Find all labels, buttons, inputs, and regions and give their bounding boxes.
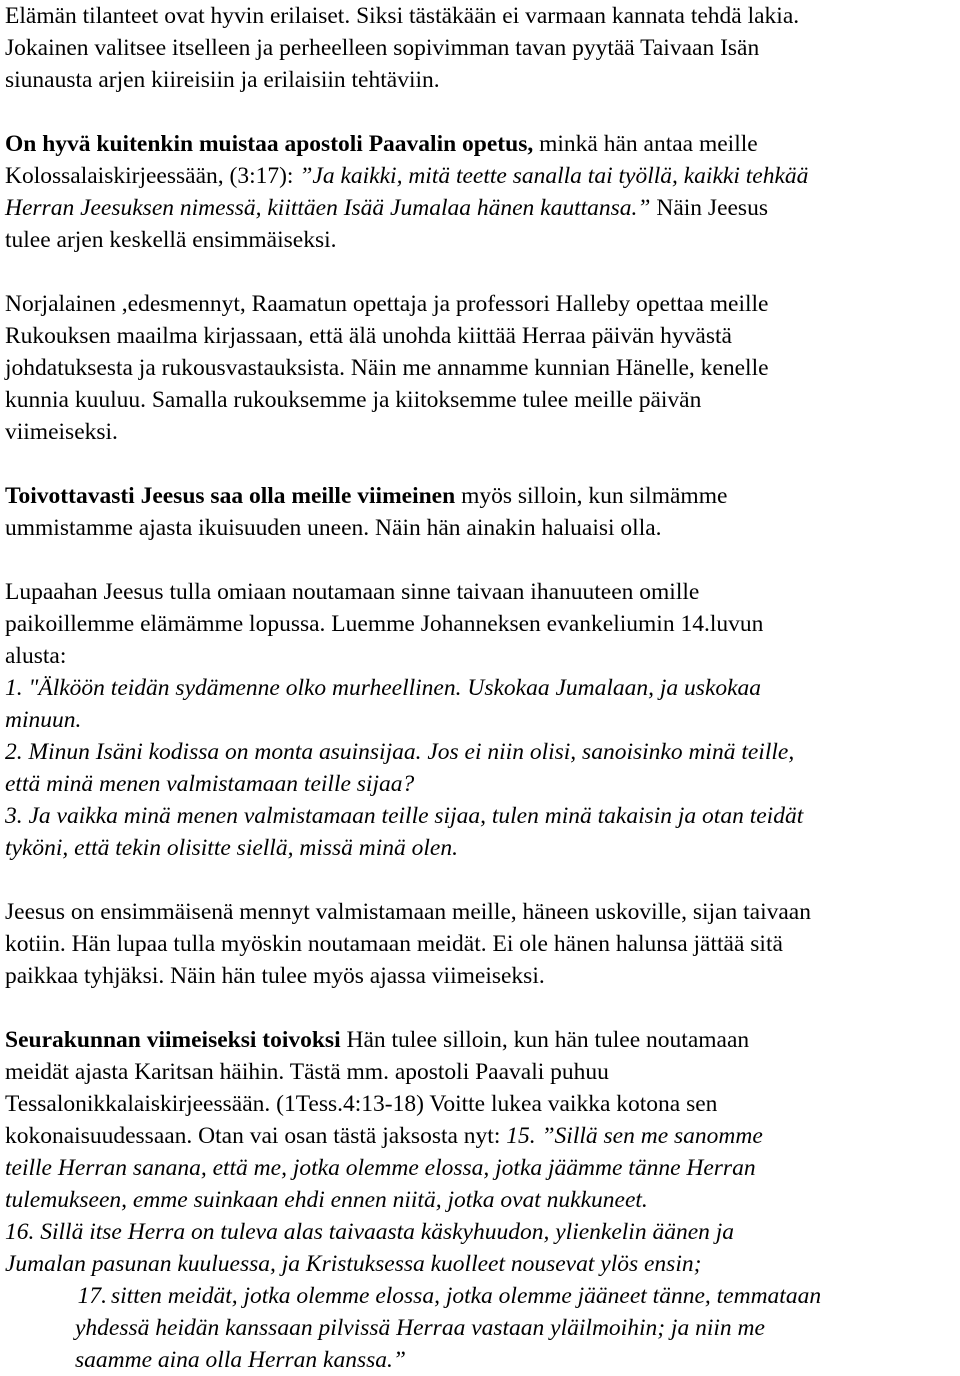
scripture-verse: tyköni, että tekin olisitte siellä, missä minä olen.	[5, 835, 458, 861]
scripture-verse: 1. "Älköön teidän sydämenne olko murheellinen. Uskokaa Jumalaan, ja uskokaa	[5, 675, 762, 701]
text-line: Lupaahan Jeesus tulla omiaan noutamaan sinne taivaan ihanuuteen omille	[5, 579, 700, 605]
scripture-verse: tulemukseen, emme suinkaan ehdi ennen niitä, jotka ovat nukkuneet.	[5, 1187, 648, 1213]
text-line: Norjalainen ,edesmennyt, Raamatun opettaja ja professori Halleby opettaa meille	[5, 291, 769, 317]
text-line: paikkaa tyhjäksi. Näin hän tulee myös ajassa viimeiseksi.	[5, 963, 545, 989]
bold-heading-text: On hyvä kuitenkin muistaa apostoli Paavalin opetus,	[5, 131, 534, 157]
paragraph-paavali	[5, 128, 956, 256]
text-line: Seurakunnan viimeiseksi toivoksi Hän tulee silloin, kun hän tulee noutamaan	[5, 1027, 750, 1053]
scripture-verse: teille Herran sanana, että me, jotka olemme elossa, jotka jäämme tänne Herran	[5, 1155, 756, 1181]
text-line: ummistamme ajasta ikuisuuden uneen. Näin hän ainakin haluaisi olla.	[5, 515, 662, 541]
scripture-verse: minuun.	[5, 707, 82, 733]
scripture-verse: 3. Ja vaikka minä menen valmistamaan teille sijaa, tulen minä takaisin ja otan teidät	[5, 803, 804, 829]
scripture-verse: 15. ”Sillä sen me sanomme	[506, 1123, 763, 1149]
scripture-verse: Jumalan pasunan kuuluessa, ja Kristuksessa kuolleet nousevat ylös ensin;	[5, 1251, 702, 1277]
text-line: meidät ajasta Karitsan häihin. Tästä mm. apostoli Paavali puhuu	[5, 1059, 609, 1085]
verse-number: 17.	[77, 1283, 107, 1309]
scripture-verse: että minä menen valmistamaan teille sijaa?	[5, 771, 415, 797]
scripture-verse: 2. Minun Isäni kodissa on monta asuinsijaa. Jos ei niin olisi, sanoisinko minä teille,	[5, 739, 795, 765]
paragraph-johannes	[5, 576, 956, 864]
scripture-verse: 16. Sillä itse Herra on tuleva alas taivaasta käskyhuudon, ylienkelin äänen ja	[5, 1219, 735, 1245]
text-line: viimeiseksi.	[5, 419, 118, 445]
paragraph-taivaan-koti	[5, 896, 956, 992]
text-line: tulee arjen keskellä ensimmäiseksi.	[5, 227, 337, 253]
scripture-verse: yhdessä heidän kanssaan pilvissä Herraa vastaan yläilmoihin; ja niin me	[75, 1315, 765, 1341]
bold-heading-text: Seurakunnan viimeiseksi toivoksi	[5, 1027, 341, 1053]
text-line: Toivottavasti Jeesus saa olla meille viimeinen myös silloin, kun silmämme	[5, 483, 728, 509]
bold-heading-text: Toivottavasti Jeesus saa olla meille viimeinen	[5, 483, 456, 509]
text-line: kokonaisuudessaan. Otan vai osan tästä jaksosta nyt: 15. ”Sillä sen me sanomme	[5, 1123, 763, 1149]
paragraph-toivottavasti	[5, 480, 956, 544]
scripture-quote: Herran Jeesuksen nimessä, kiittäen Isää Jumalaa hänen kauttansa.”	[5, 195, 651, 221]
text-line: kunnia kuuluu. Samalla rukouksemme ja kiitoksemme tulee meille päivän	[5, 387, 702, 413]
text-line: Rukouksen maailma kirjassaan, että älä unohda kiittää Herraa päivän hyvästä	[5, 323, 732, 349]
scripture-quote: ”Ja kaikki, mitä teette sanalla tai työllä, kaikki tehkää	[299, 163, 809, 189]
paragraph-seurakunta	[5, 1024, 956, 1376]
paragraph-intro	[5, 0, 956, 96]
scripture-verse: 17. sitten meidät, jotka olemme elossa, jotka olemme jääneet tänne, temmataan	[5, 1280, 956, 1312]
text-line: kotiin. Hän lupaa tulla myöskin noutamaan meidät. Ei ole hänen halunsa jättää sitä	[5, 931, 783, 957]
text-line: On hyvä kuitenkin muistaa apostoli Paavalin opetus, minkä hän antaa meille	[5, 131, 758, 157]
text-line: Herran Jeesuksen nimessä, kiittäen Isää Jumalaa hänen kauttansa.” Näin Jeesus	[5, 195, 768, 221]
text-line: siunausta arjen kiireisiin ja erilaisiin tehtäviin.	[5, 67, 440, 93]
text-line: Kolossalaiskirjeessään, (3:17): ”Ja kaikki, mitä teette sanalla tai työllä, kaikki tehkää	[5, 163, 809, 189]
text-line: Elämän tilanteet ovat hyvin erilaiset. Siksi tästäkään ei varmaan kannata tehdä lakia.	[5, 3, 800, 29]
text-line: Tessalonikkalaiskirjeessään. (1Tess.4:13-18) Voitte lukea vaikka kotona sen	[5, 1091, 718, 1117]
text-line: Jokainen valitsee itselleen ja perheelleen sopivimman tavan pyytää Taivaan Isän	[5, 35, 760, 61]
text-line: paikoillemme elämämme lopussa. Luemme Johanneksen evankeliumin 14.luvun	[5, 611, 764, 637]
text-line: Jeesus on ensimmäisenä mennyt valmistamaan meille, häneen uskoville, sijan taivaan	[5, 899, 811, 925]
text-line: alusta:	[5, 643, 67, 669]
paragraph-halleby	[5, 288, 956, 448]
scripture-verse: saamme aina olla Herran kanssa.”	[75, 1347, 406, 1373]
text-line: johdatuksesta ja rukousvastauksista. Näin me annamme kunnian Hänelle, kenelle	[5, 355, 769, 381]
